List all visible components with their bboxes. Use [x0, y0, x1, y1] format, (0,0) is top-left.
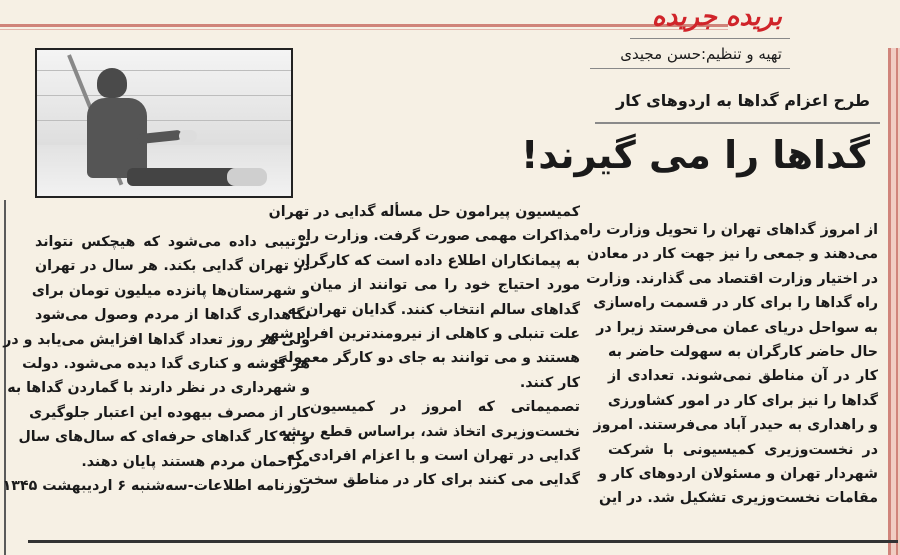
- left-border-rule: [4, 200, 6, 555]
- column-line: تصمیماتی که امروز در کمیسیون: [310, 399, 580, 416]
- column-line: به پیمانکاران اطلاع داده است که کارگران: [293, 252, 580, 269]
- source-citation: روزنامه اطلاعات-سه‌شنبه ۶ اردیبهشت ۱۳۴۵: [2, 478, 310, 495]
- column-line: مورد احتیاج خود را می توانند از میان: [310, 277, 580, 294]
- beggar-photo: [35, 48, 293, 198]
- column-line: در اختیار وزارت اقتصاد می گذارند. وزارت: [586, 270, 878, 287]
- column-line: کار از مصرف بیهوده این اعتبار جلوگیری: [29, 404, 310, 421]
- photo-figure-feet: [227, 168, 267, 186]
- article-column-1: [579, 218, 878, 511]
- article-kicker: طرح اعزام گداها به اردوهای کار: [616, 91, 870, 110]
- column-line: از امروز گداهای تهران را تحویل وزارت راه: [579, 222, 878, 238]
- column-line: کار در آن مناطق نمی‌شوند. تعدادی از: [608, 368, 878, 385]
- column-line: می‌دهند و جمعی را نیز جهت کار در معادن: [587, 246, 878, 263]
- column-line: نگاهداری گداها از مردم وصول می‌شود: [35, 307, 310, 324]
- column-line: گدایی در تهران است و با اعزام افرادی که: [286, 448, 580, 465]
- column-line: و به کار گداهای حرفه‌ای که سال‌های سال: [18, 429, 310, 446]
- photo-brick-line: [37, 120, 291, 121]
- photo-figure-head: [97, 68, 127, 98]
- column-line: و شهرستان‌ها پانزده میلیون تومان برای: [31, 282, 310, 299]
- kicker-rule: [595, 122, 880, 124]
- column-line: شهردار تهران و مسئولان اردوهای کار و: [598, 466, 878, 483]
- article-headline: گداها را می گیرند!: [520, 133, 870, 177]
- right-border-rule: [888, 48, 900, 555]
- column-line: نخست‌وزیری اتخاذ شد، براساس قطع ریشه: [278, 423, 580, 440]
- column-line: گداهای سالم انتخاب کنند. گدایان تهران به: [287, 301, 580, 318]
- column-line: کمیسیون پیرامون حل مسأله گدایی در تهران: [268, 204, 580, 220]
- column-line: و شهرداری در نظر دارند با گماردن گداها به: [7, 380, 310, 397]
- column-line: هستند و می توانند به جای دو کارگر معمولی: [273, 350, 580, 367]
- column-line: راه گداها را برای کار در قسمت راه‌سازی: [593, 295, 878, 312]
- article-column-2: [261, 200, 580, 493]
- column-line: علت تنبلی و کاهلی از نیرومندترین افراد شهر: [261, 326, 580, 343]
- column-line: حال حاضر کارگران به سهولت حاضر به: [608, 344, 878, 361]
- column-line: مقامات نخست‌وزیری تشکیل شد. در این: [599, 490, 878, 507]
- column-line: و راهداری به حیدر آباد می‌فرستند. امروز: [593, 417, 878, 434]
- byline: تهیه و تنظیم:حسن مجیدی: [620, 45, 782, 63]
- top-double-rule: [0, 24, 728, 30]
- column-line: در نخست‌وزیری کمیسیونی با شرکت: [608, 441, 878, 458]
- column-line: گداها را نیز برای کار در امور کشاورزی: [607, 392, 878, 409]
- column-line: کار کنند.: [519, 374, 580, 391]
- section-brand-title: بریده جریده: [651, 2, 782, 32]
- photo-figure-hand: [179, 130, 197, 142]
- column-line: ترتیبی داده می‌شود که هیچکس نتواند: [35, 234, 310, 250]
- byline-underline: [590, 68, 790, 69]
- column-line: گدایی می کنند برای کار در مناطق سخت: [298, 472, 580, 489]
- bottom-rule: [28, 540, 898, 543]
- article-column-3: [2, 230, 310, 498]
- column-line: ولی هر روز تعداد گداها افزایش می‌یابد و در: [3, 331, 310, 348]
- brand-underline: [630, 38, 790, 39]
- column-line: مزاحمان مردم هستند پایان دهند.: [81, 453, 310, 470]
- column-line: هر گوشه و کناری گدا دیده می‌شود. دولت: [22, 356, 310, 373]
- column-line: در تهران گدایی بکند. هر سال در تهران: [35, 258, 310, 275]
- column-line: مذاکرات مهمی صورت گرفت. وزارت راه: [297, 228, 580, 245]
- photo-brick-line: [37, 95, 291, 96]
- column-line: به سواحل دریای عمان می‌فرستد زیرا در: [596, 319, 878, 336]
